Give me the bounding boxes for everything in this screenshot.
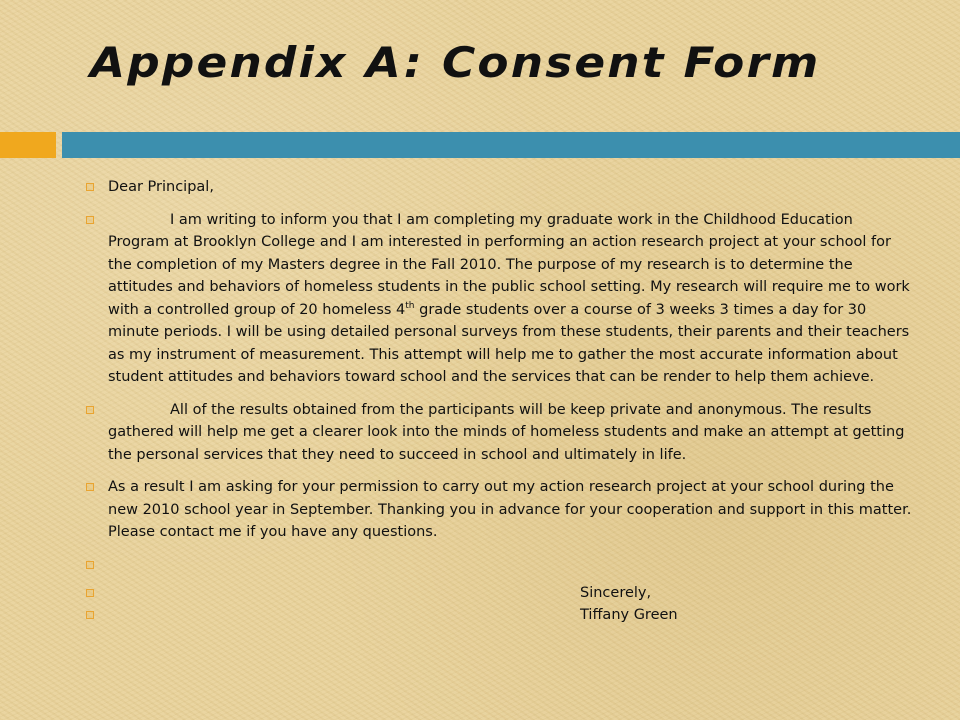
square-bullet-icon <box>86 183 94 191</box>
list-item-paragraph-1 <box>84 209 914 389</box>
square-bullet-icon <box>86 216 94 224</box>
paragraph-1-text-b: grade students over a course of 3 weeks 3 times a day for 30 minute periods. I will be using detailed personal surveys from these students, their parents and their teachers as my instrument of measurement. This attempt will help me to gather the most accurate information about student attitudes and behaviors toward school and the services that can be render to help them achieve. <box>108 301 910 385</box>
paragraph-2-text: All of the results obtained from the participants will be keep private and anonymous. The results gathered will help me get a clearer look into the minds of homeless students and make an attempt at getting the personal services that they need to succeed in school and ultimately in life. <box>108 401 905 463</box>
square-bullet-icon <box>86 589 94 597</box>
list-item-empty <box>84 554 914 576</box>
salutation-text: Dear Principal, <box>108 179 214 195</box>
square-bullet-icon <box>86 611 94 619</box>
square-bullet-icon <box>86 406 94 414</box>
square-bullet-icon <box>86 561 94 569</box>
accent-bar-orange <box>0 132 56 158</box>
square-bullet-icon <box>86 483 94 491</box>
signature-text: Tiffany Green <box>580 607 678 623</box>
page-title: Appendix A: Consent Form <box>90 38 821 87</box>
ordinal-superscript: th <box>405 300 415 311</box>
paragraph-1-text-a: I am writing to inform you that I am completing my graduate work in the Childhood Education Program at Brooklyn College and I am interested in performing an action research project at your school for the completion of my Masters degree in the Fall 2010. The purpose of my research is to determine the attitudes and behaviors of homeless students in the public school setting. My research will require me to work with a controlled group of 20 homeless 4 <box>108 211 910 318</box>
paragraph-3-text: As a result I am asking for your permission to carry out my action research project at your school during the new 2010 school year in September. Thanking you in advance for your cooperation and support in this matter. Please contact me if you have any questions. <box>108 479 912 540</box>
list-item-paragraph-3 <box>84 476 914 544</box>
closing-text: Sincerely, <box>580 584 652 601</box>
list-item-signature <box>84 604 914 627</box>
accent-bar-blue <box>62 132 960 158</box>
list-item-closing <box>84 582 914 605</box>
letter-body <box>84 176 914 637</box>
list-item-paragraph-2 <box>84 399 914 467</box>
list-item-salutation <box>84 176 914 199</box>
